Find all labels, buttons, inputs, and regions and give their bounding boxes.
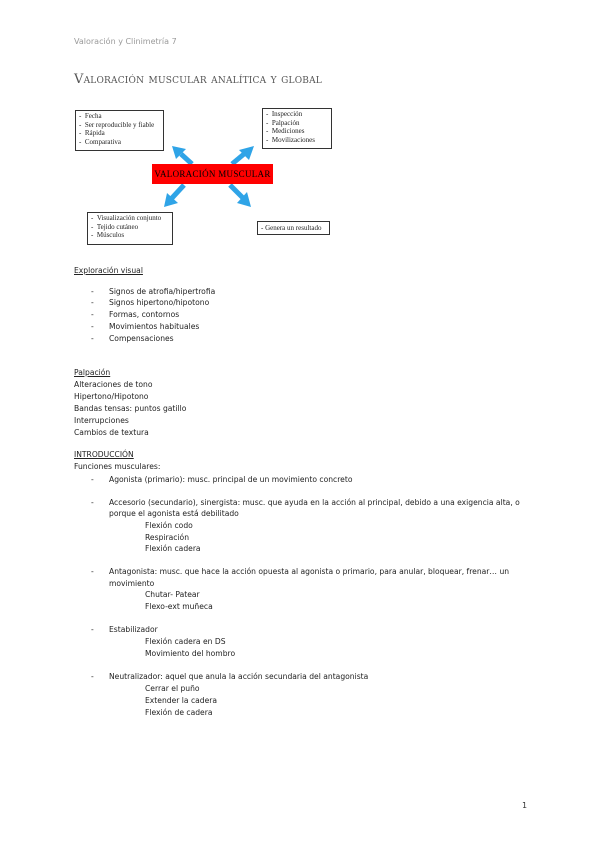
- example-line: Flexión cadera: [145, 544, 201, 553]
- box-item: - Comparativa: [79, 137, 121, 146]
- accesorio-text: porque el agonista está debilitado: [109, 509, 239, 518]
- section-heading-exploracion: Exploración visual: [74, 266, 143, 275]
- example-line: Flexión de cadera: [145, 708, 213, 717]
- subheading: Funciones musculares:: [74, 462, 161, 471]
- example-line: Cerrar el puño: [145, 684, 200, 693]
- box-top-right: [262, 108, 332, 149]
- box-item: - Palpación: [266, 118, 300, 127]
- arrow-down-right-icon: [230, 185, 251, 207]
- box-item: - Tejido cutáneo: [91, 222, 139, 231]
- antagonista-text: Antagonista: musc. que hace la acción opuesta al agonista o primario, para anular, bloquear, frenar… un: [109, 567, 510, 576]
- box-item: - Ser reproducible y fiable: [79, 120, 155, 129]
- box-item: - Músculos: [91, 231, 125, 239]
- page-title: Valoración muscular analítica y global: [74, 72, 322, 87]
- page-header: Valoración y Clinimetría 7: [74, 37, 177, 46]
- example-line: Chutar- Patear: [145, 590, 200, 599]
- arrow-up-left-icon: [172, 146, 192, 164]
- example-line: Respiración: [145, 533, 190, 542]
- center-box: VALORACIÓN MUSCULAR: [152, 164, 273, 184]
- text-line: Interrupciones: [74, 416, 129, 425]
- box-bottom-left: [87, 212, 173, 245]
- box-top-left: [75, 110, 164, 151]
- antagonista-text: movimiento: [109, 579, 155, 588]
- arrow-up-right-icon: [232, 146, 254, 164]
- box-bottom-right: [257, 221, 330, 235]
- box-item: - Genera un resultado: [261, 223, 322, 232]
- example-line: Flexo-ext muñeca: [145, 602, 213, 611]
- box-item: - Rápida: [79, 129, 105, 137]
- accesorio-text: Accesorio (secundario), sinergista: musc. que ayuda en la acción al principal, debido a una exigencia alta, o: [109, 498, 520, 507]
- section-heading-palpacion: Palpación: [74, 368, 111, 377]
- example-line: Movimiento del hombro: [145, 649, 236, 658]
- box-item: - Movilizaciones: [266, 135, 315, 144]
- box-item: - Mediciones: [266, 127, 305, 135]
- example-line: Flexión cadera en DS: [145, 637, 226, 646]
- text-line: Bandas tensas: puntos gatillo: [74, 404, 187, 413]
- text-line: Alteraciones de tono: [74, 380, 153, 389]
- example-line: Extender la cadera: [145, 696, 218, 705]
- text-line: Cambios de textura: [74, 428, 149, 437]
- box-item: - Visualización conjunto: [91, 214, 162, 222]
- text-line: Hipertono/Hipotono: [74, 392, 149, 401]
- section-heading-introduccion: INTRODUCCIÓN: [74, 450, 134, 459]
- estabilizador-text: Estabilizador: [109, 625, 158, 634]
- agonista-text: Agonista (primario): musc. principal de un movimiento concreto: [109, 475, 353, 484]
- arrow-down-left-icon: [164, 185, 184, 207]
- neutralizador-text: Neutralizador: aquel que anula la acción secundaria del antagonista: [109, 672, 369, 681]
- box-item: - Fecha: [79, 112, 102, 120]
- example-line: Flexión codo: [145, 521, 193, 530]
- page-number: 1: [522, 801, 528, 810]
- box-item: - Inspección: [266, 110, 303, 118]
- valoracion-diagram: [0, 0, 600, 260]
